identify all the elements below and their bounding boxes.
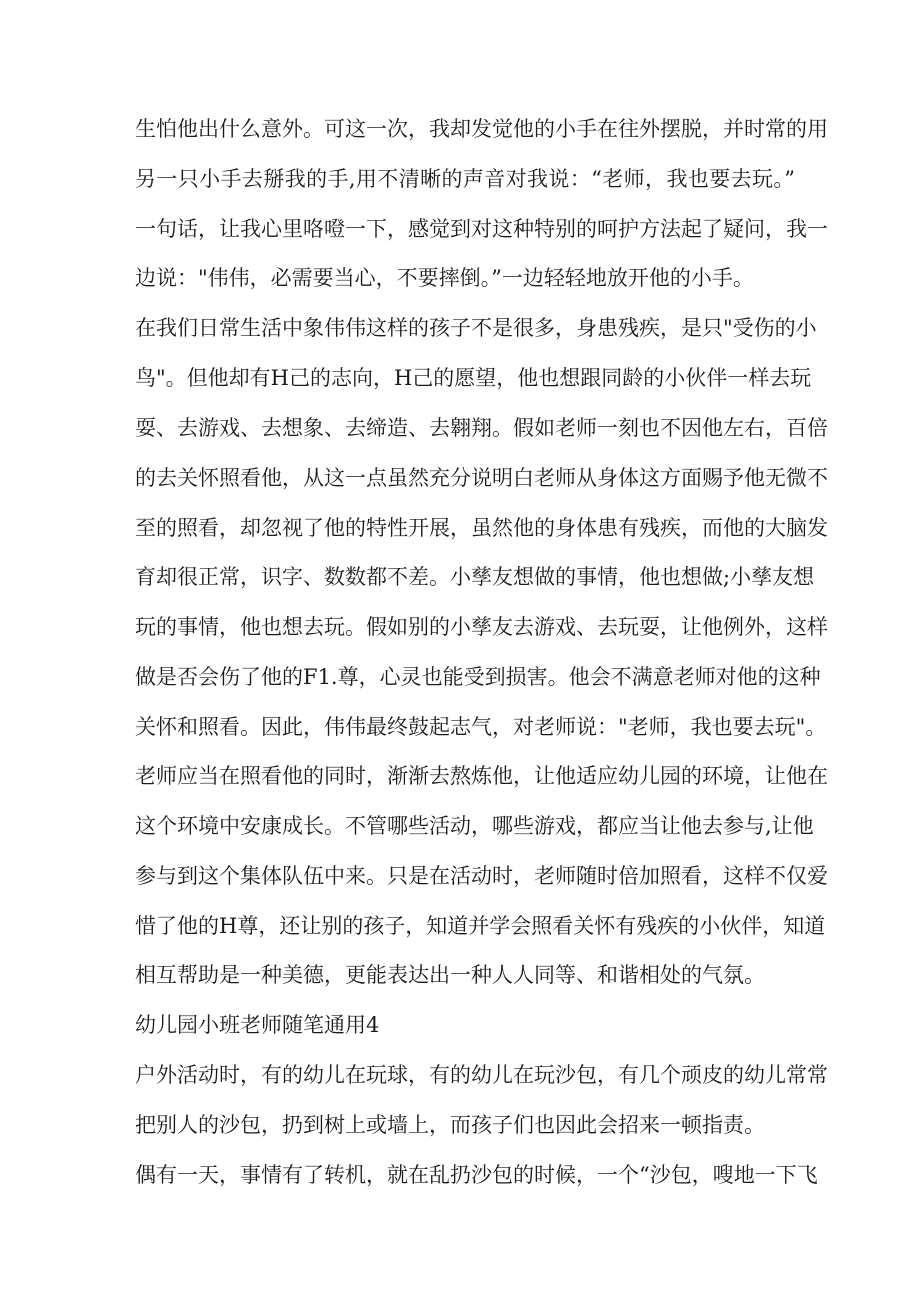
text-line: 育却很正常，识字、数数都不差。小孳友想做的事情，他也想做;小孳友想 xyxy=(135,565,815,589)
text-line: 做是否会伤了他的F1.尊，心灵也能受到损害。他会不满意老师对他的这种 xyxy=(135,665,821,689)
text-line: 关怀和照看。因此，伟伟最终鼓起志气，对老师说："老师，我也要去玩"。 xyxy=(135,715,827,739)
text-line: 惜了他的H尊，还让别的孩子，知道并学会照看关怀有残疾的小伙伴，知道 xyxy=(135,914,826,938)
text-line: 户外活动时，有的幼儿在玩球，有的幼儿在玩沙包，有几个顽皮的幼儿常常 xyxy=(135,1063,828,1087)
text-line: 在我们日常生活中象伟伟这样的孩子不是很多，身患残疾，是只"受伤的小 xyxy=(135,316,817,340)
text-line: 至的照看，却忽视了他的特性开展，虽然他的身体患有残疾，而他的大脑发 xyxy=(135,516,828,540)
text-line: 另一只小手去掰我的手,用不清晰的声音对我说：“老师，我也要去玩。” xyxy=(135,167,795,191)
section-heading: 幼儿园小班老师随笔通用4 xyxy=(135,1013,380,1037)
text-line: 把别人的沙包，扔到树上或墙上，而孩子们也因此会招来一顿指责。 xyxy=(135,1113,765,1137)
text-line: 一句话，让我心里咯噔一下，感觉到对这种特别的呵护方法起了疑问，我一 xyxy=(135,217,828,241)
text-line: 耍、去游戏、去想象、去缔造、去翱翔。假如老师一刻也不因他左右，百倍 xyxy=(135,416,828,440)
text-line: 偶有一天，事情有了转机，就在乱扔沙包的时候，一个“沙包，嗖地一下飞 xyxy=(135,1163,818,1187)
text-line: 相互帮助是一种美德，更能表达出一种人人同等、和谐相处的气氛。 xyxy=(135,963,765,987)
text-line: 这个环境中安康成长。不管哪些活动，哪些游戏，都应当让他去参与,让他 xyxy=(135,814,814,838)
text-line: 鸟"。但他却有H己的志向，H己的愿望，他也想跟同龄的小伙伴一样去玩 xyxy=(135,366,812,390)
text-line: 边说："伟伟，必需要当心，不要摔倒。”一边轻轻地放开他的小手。 xyxy=(135,266,754,290)
text-line: 老师应当在照看他的同时，渐渐去熬炼他，让他适应幼儿园的环境，让他在 xyxy=(135,764,828,788)
text-line: 生怕他出什么意外。可这一次，我却发觉他的小手在往外摆脱，并时常的用 xyxy=(135,117,828,141)
text-line: 参与到这个集体队伍中来。只是在活动时，老师随时倍加照看，这样不仅爱 xyxy=(135,864,828,888)
text-line: 玩的事情，他也想去玩。假如别的小孳友去游戏、去玩耍，让他例外，这样 xyxy=(135,615,828,639)
text-line: 的去关怀照看他，从这一点虽然充分说明白老师从身体这方面赐予他无微不 xyxy=(135,466,828,490)
